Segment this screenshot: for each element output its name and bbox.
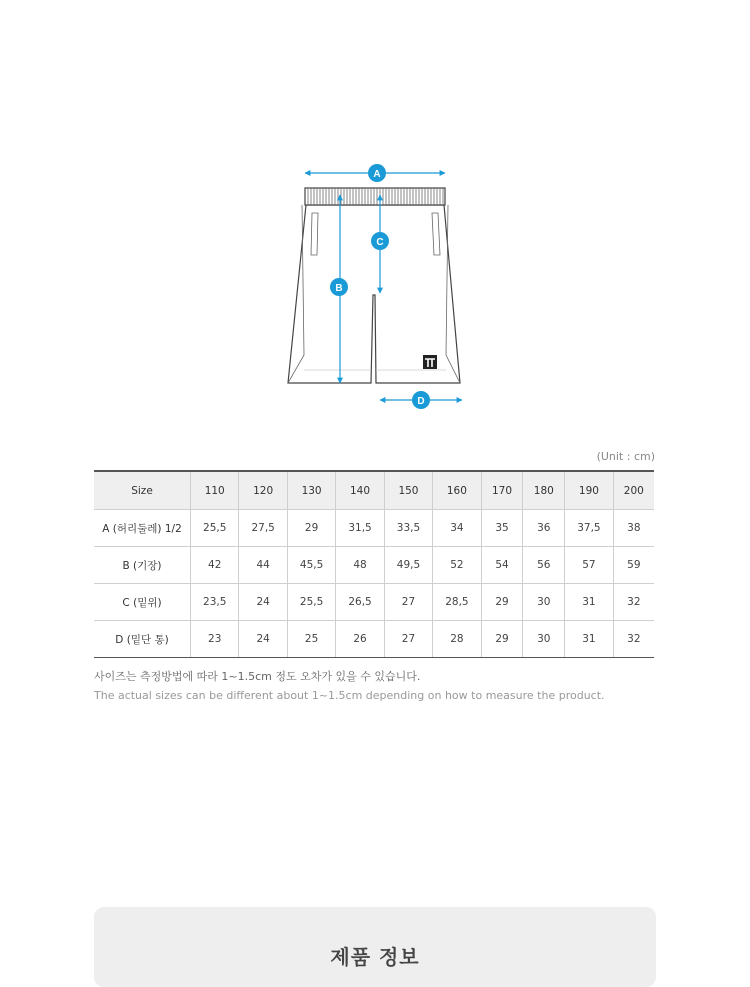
table-cell: 25,5: [191, 510, 239, 547]
table-cell: 44: [239, 547, 287, 584]
marker-b-label: B: [335, 283, 343, 294]
brand-logo-icon: [423, 355, 437, 369]
note-korean: 사이즈는 측정방법에 따라 1~1.5cm 정도 오차가 있을 수 있습니다.: [94, 670, 421, 683]
table-cell: 27: [384, 621, 432, 658]
row-label: D (밑단 통): [94, 621, 191, 658]
size-col-header: 140: [336, 471, 384, 510]
table-cell: 42: [191, 547, 239, 584]
shorts-size-diagram: [270, 155, 480, 415]
row-label: B (기장): [94, 547, 191, 584]
table-cell: 23,5: [191, 584, 239, 621]
unit-note: (Unit : cm): [596, 450, 655, 463]
table-cell: 30: [523, 584, 565, 621]
size-header-label: Size: [94, 471, 191, 510]
size-col-header: 120: [239, 471, 287, 510]
table-cell: 30: [523, 621, 565, 658]
table-cell: 27: [384, 584, 432, 621]
product-info-title: 제품 정보: [330, 945, 420, 969]
size-notes: [94, 667, 605, 705]
table-cell: 34: [433, 510, 481, 547]
table-cell: 48: [336, 547, 384, 584]
table-cell: 45,5: [287, 547, 335, 584]
table-cell: 26,5: [336, 584, 384, 621]
table-cell: 49,5: [384, 547, 432, 584]
size-table: [94, 470, 654, 658]
table-cell: 31: [565, 584, 613, 621]
size-col-header: 170: [481, 471, 523, 510]
size-col-header: 150: [384, 471, 432, 510]
table-cell: 25: [287, 621, 335, 658]
table-cell: 29: [481, 584, 523, 621]
shorts-outline: [288, 188, 460, 383]
table-cell: 35: [481, 510, 523, 547]
table-cell: 29: [481, 621, 523, 658]
marker-c-label: C: [376, 237, 384, 248]
table-cell: 24: [239, 584, 287, 621]
note-english: The actual sizes can be different about 1~1.5cm depending on how to measure the product.: [94, 689, 605, 702]
table-row: [94, 621, 654, 658]
table-cell: 29: [287, 510, 335, 547]
marker-a-label: A: [373, 169, 381, 180]
table-cell: 37,5: [565, 510, 613, 547]
table-cell: 28: [433, 621, 481, 658]
size-header-row: [94, 471, 654, 510]
table-cell: 52: [433, 547, 481, 584]
table-cell: 27,5: [239, 510, 287, 547]
size-col-header: 110: [191, 471, 239, 510]
size-col-header: 200: [613, 471, 654, 510]
top-cut-off-fragment: [570, 0, 620, 2]
row-label: A (허리둘레) 1/2: [94, 510, 191, 547]
table-cell: 24: [239, 621, 287, 658]
table-cell: 36: [523, 510, 565, 547]
size-col-header: 130: [287, 471, 335, 510]
row-label: C (밑위): [94, 584, 191, 621]
size-col-header: 160: [433, 471, 481, 510]
table-cell: 56: [523, 547, 565, 584]
table-cell: 31,5: [336, 510, 384, 547]
table-cell: 59: [613, 547, 654, 584]
table-cell: 33,5: [384, 510, 432, 547]
table-cell: 31: [565, 621, 613, 658]
table-cell: 25,5: [287, 584, 335, 621]
table-cell: 28,5: [433, 584, 481, 621]
table-cell: 26: [336, 621, 384, 658]
table-cell: 32: [613, 621, 654, 658]
size-col-header: 180: [523, 471, 565, 510]
marker-d-label: D: [417, 396, 425, 407]
table-cell: 23: [191, 621, 239, 658]
table-cell: 38: [613, 510, 654, 547]
table-row: [94, 547, 654, 584]
product-info-panel: [94, 907, 656, 987]
table-row: [94, 584, 654, 621]
table-cell: 32: [613, 584, 654, 621]
size-col-header: 190: [565, 471, 613, 510]
table-row: [94, 510, 654, 547]
table-cell: 57: [565, 547, 613, 584]
table-cell: 54: [481, 547, 523, 584]
